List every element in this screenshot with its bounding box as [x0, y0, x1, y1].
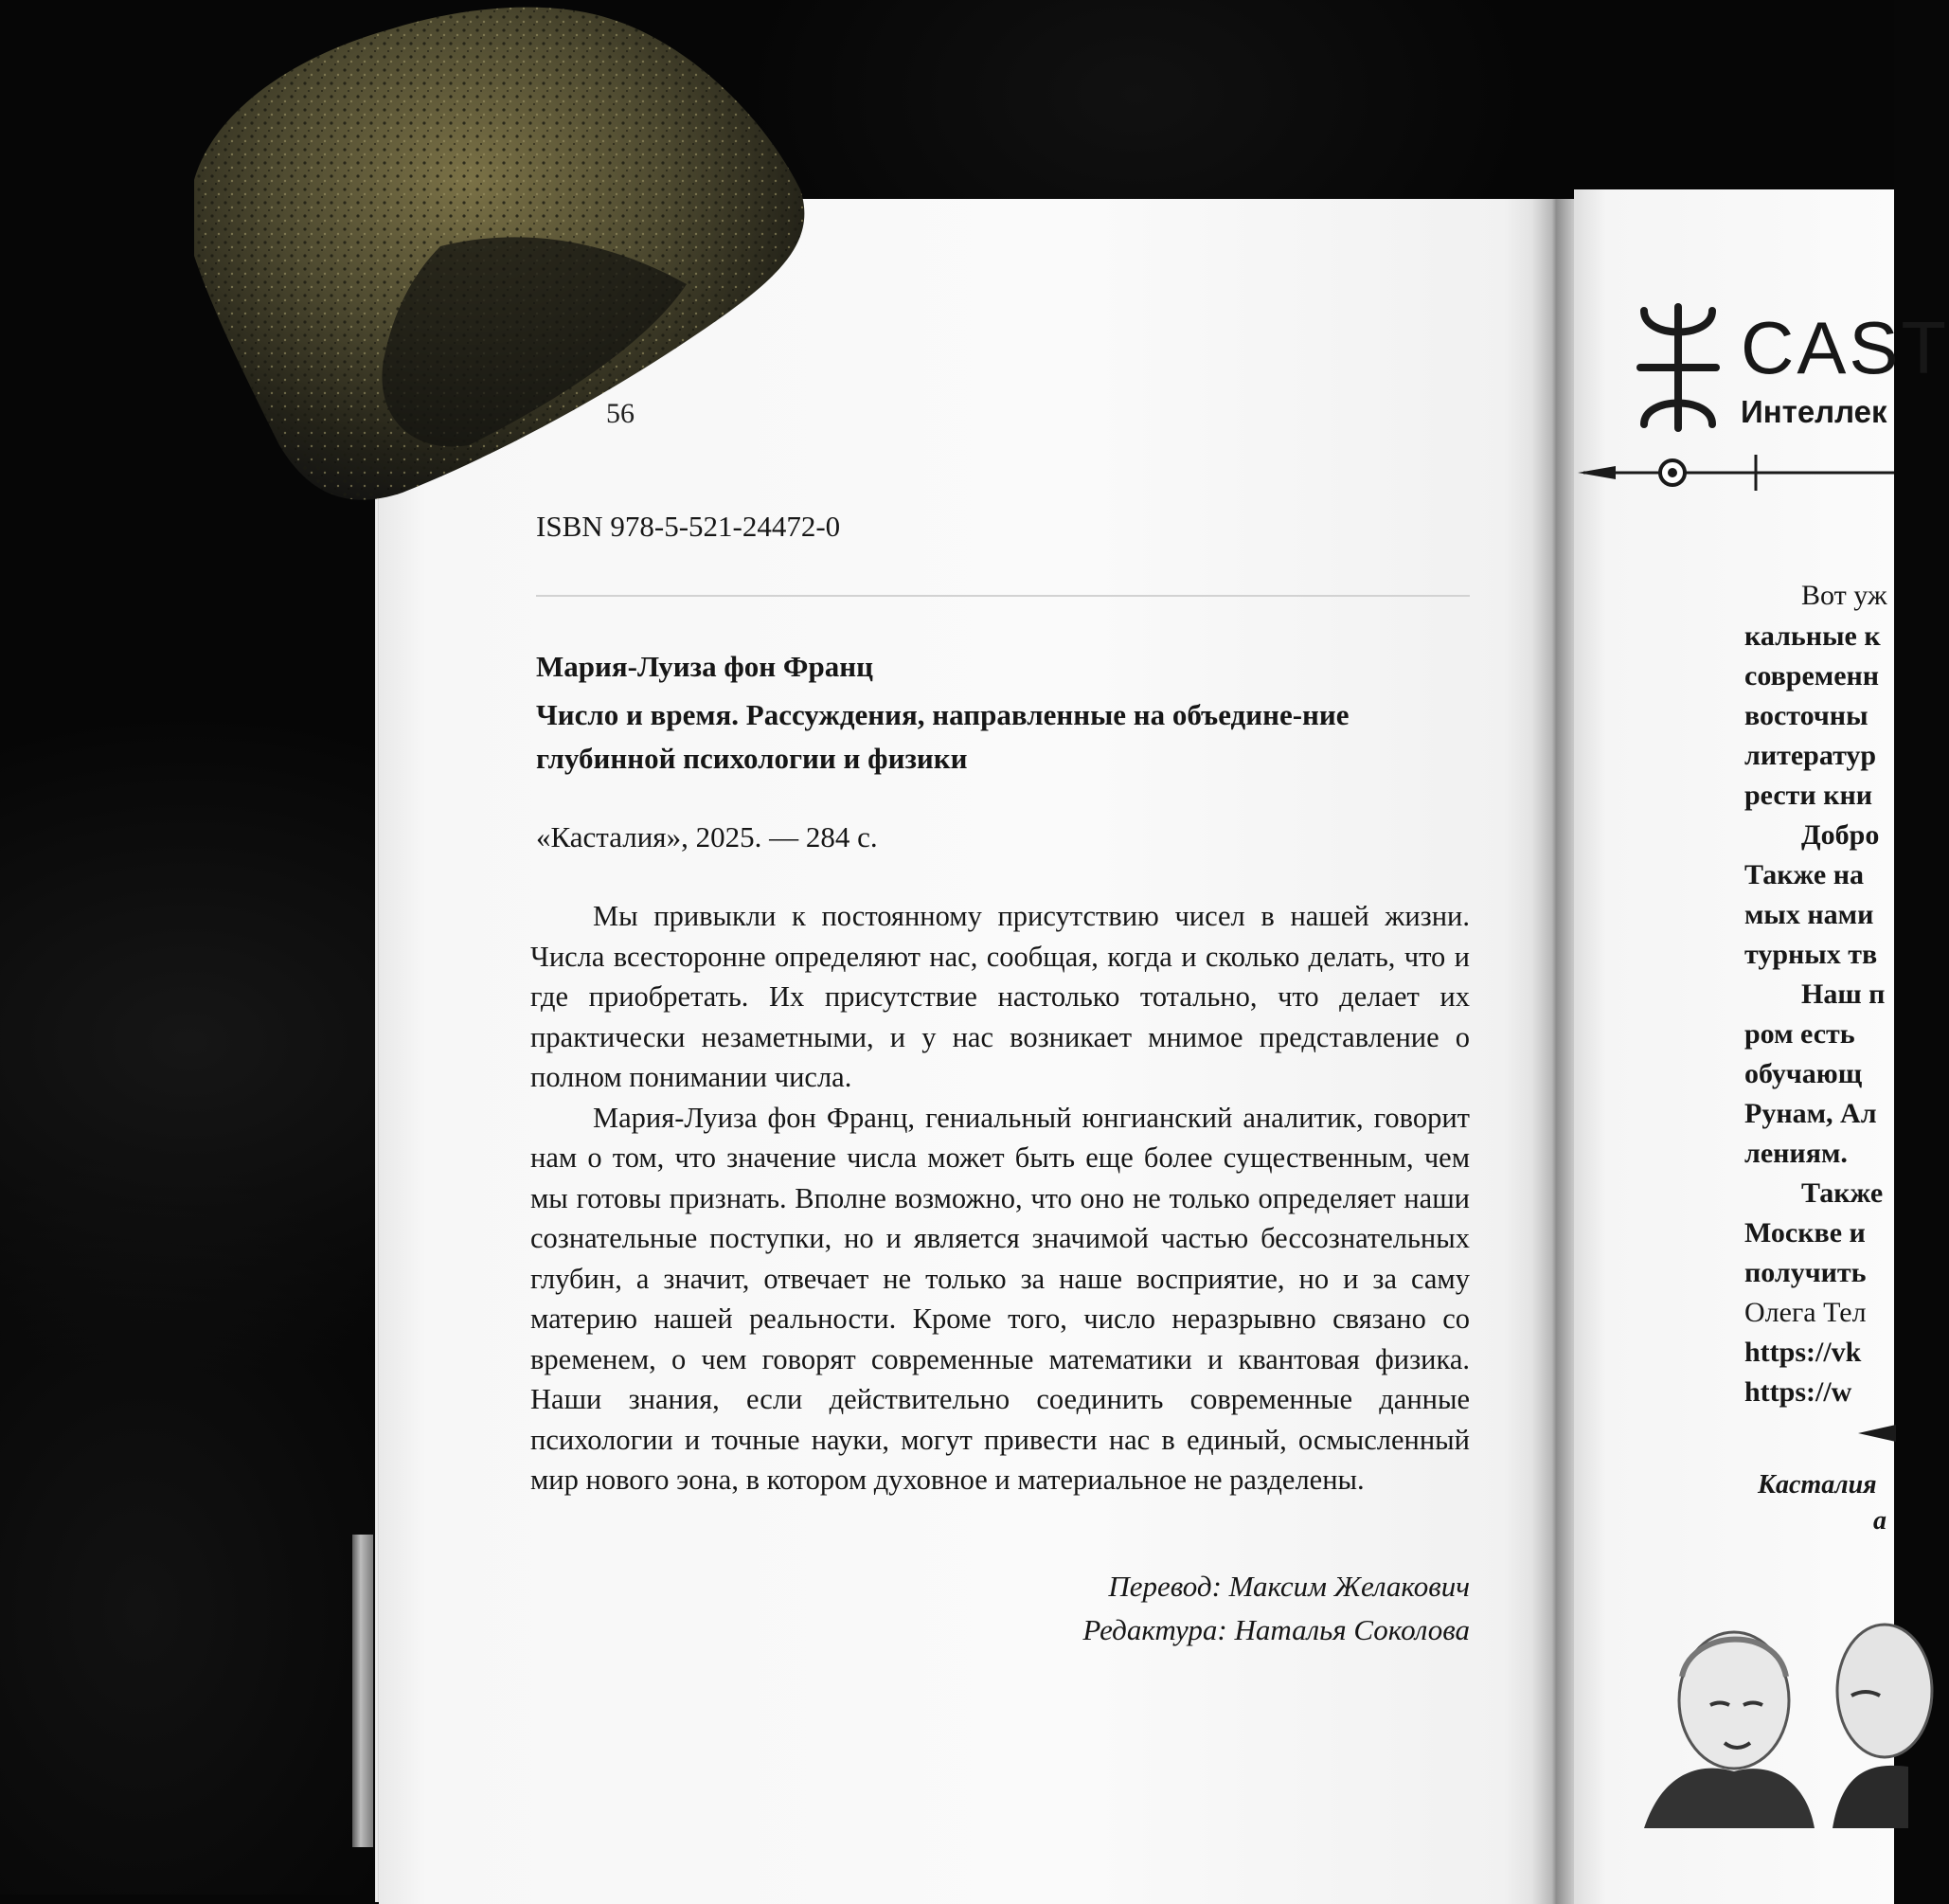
translator-credit: Перевод: Максим Желакович: [1108, 1570, 1470, 1603]
book-title: Число и время. Рассуждения, направленные на объедине-ние глубинной психологии и физики: [536, 698, 1350, 775]
corner-fragment: 56: [606, 398, 635, 429]
right-link: https://vk: [1744, 1337, 1862, 1368]
right-italic-line: Касталия: [1758, 1470, 1877, 1500]
right-line: Вот уж: [1801, 580, 1887, 611]
kastalia-logo-icon: [1631, 301, 1725, 434]
right-link: https://w: [1744, 1376, 1852, 1408]
right-line: Также на: [1744, 859, 1865, 890]
editor-credit: Редактура: Наталья Соколова: [1082, 1613, 1470, 1646]
publisher-tagline: Интеллек: [1741, 394, 1887, 429]
credits: [852, 1565, 1470, 1652]
right-line: Рунам, Ал: [1744, 1098, 1877, 1129]
stone-image: [156, 0, 819, 512]
right-line: рести кни: [1744, 780, 1873, 811]
right-line: современн: [1744, 660, 1880, 692]
right-line: кальные к: [1744, 620, 1881, 652]
isbn: ISBN 978-5-521-24472-0: [536, 510, 841, 543]
book-gutter: [1532, 199, 1576, 1904]
right-line: Также: [1801, 1177, 1884, 1209]
right-line: турных тв: [1744, 939, 1878, 970]
ornament-divider-icon: [1578, 451, 1894, 494]
right-line: литератур: [1744, 740, 1877, 771]
book-author: Мария-Луиза фон Франц: [536, 650, 874, 683]
right-line: Олега Тел: [1744, 1297, 1867, 1328]
right-line: обучающ: [1744, 1058, 1863, 1089]
right-italic-line: а: [1873, 1506, 1886, 1536]
portrait-engraving-image: [1833, 1601, 1908, 1828]
right-line: Москве и: [1744, 1217, 1866, 1248]
annotation-text: [530, 896, 1470, 1500]
right-line: получить: [1744, 1257, 1867, 1288]
right-line: лениям.: [1744, 1138, 1848, 1169]
separator-line: [536, 595, 1470, 597]
right-line: восточны: [1744, 700, 1869, 731]
right-line: ром есть: [1744, 1018, 1855, 1050]
right-line: мых нами: [1744, 899, 1874, 930]
annotation-paragraph: Мы привыкли к постоянному присутствию чисел в нашей жизни. Числа всесторонне определяют нас, сообщая, когда и сколько делать, что и где приобретать. Их присутствие настолько тотально, что делает их практически незаметными, и у нас возникает мнимое представление о полном понимании числа.: [530, 900, 1470, 1093]
publisher-brand: CAST: [1741, 306, 1949, 389]
right-line: Добро: [1801, 819, 1880, 851]
publication-info: «Касталия», 2025. — 284 с.: [536, 820, 878, 853]
portrait-engraving-image: [1644, 1610, 1815, 1828]
book-cover-edge: [352, 1535, 373, 1847]
right-line: Наш п: [1801, 979, 1886, 1010]
annotation-paragraph: Мария-Луиза фон Франц, гениальный юнгианский аналитик, говорит нам о том, что значение числа может быть еще более существенным, чем мы готовы признать. Вполне возможно, что оно не только определяет наши сознательные поступки, но и является значимой частью бессознательных глубин, а значит, отвечает не только за наше восприятие, но и за саму материю нашей реальности. Кроме того, число неразрывно связано со временем, о чем говорят современные математики и квантовая физика. Наши знания, если действительно соединить современные данные психологии и точные науки, могут привести нас в единый, осмысленный мир нового эона, в котором духовное и материальное не разделены.: [530, 1101, 1470, 1496]
ornament-arrow-icon: [1858, 1419, 1896, 1447]
